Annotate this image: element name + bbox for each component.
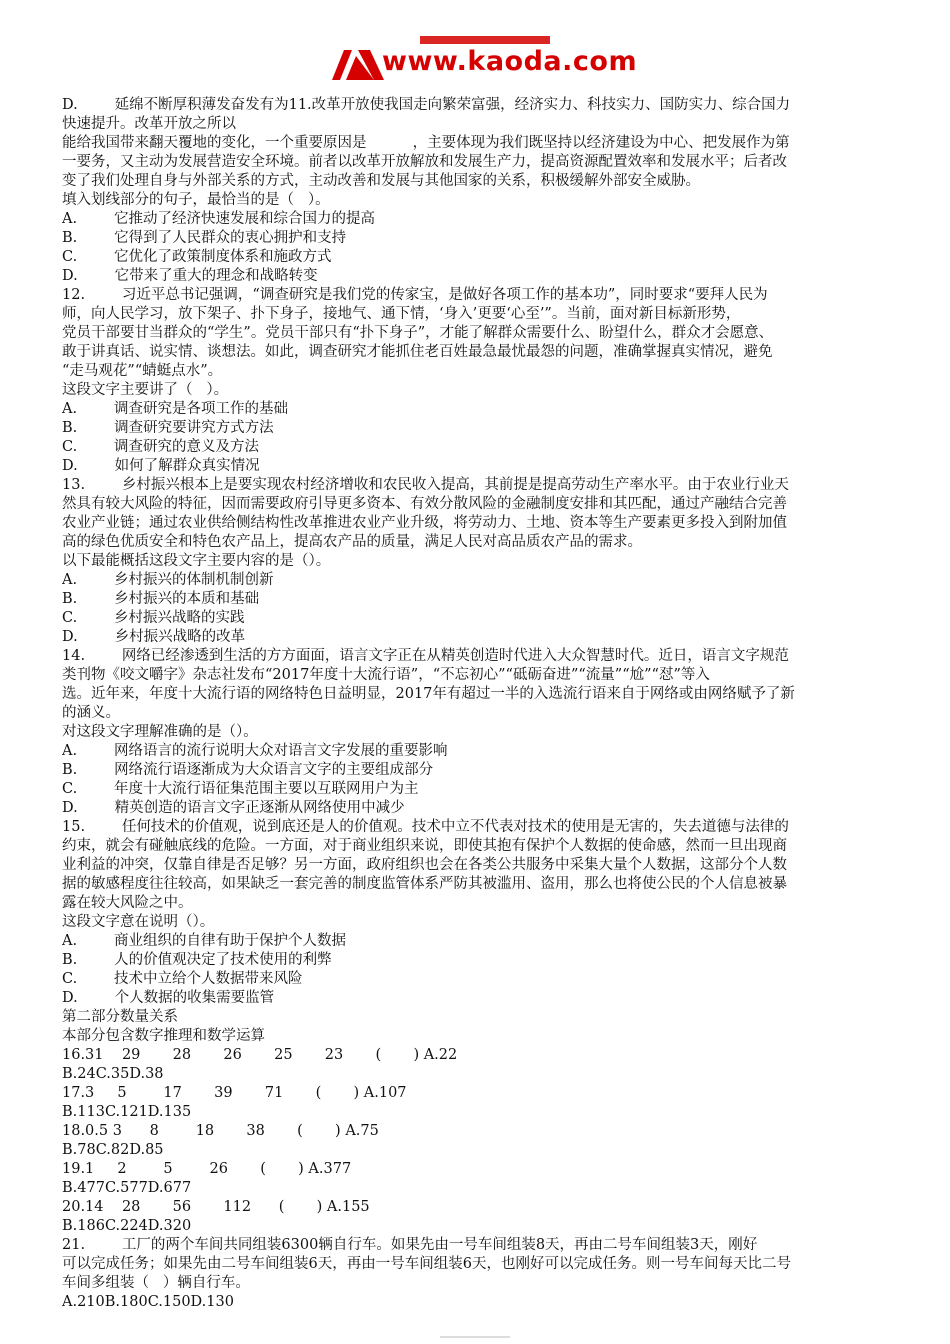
question-prompt: 车间多组装（ ）辆自行车。 bbox=[62, 1275, 250, 1291]
site-url: www.kaoda.com bbox=[382, 46, 638, 77]
option-b: B. 网络流行语逐渐成为大众语言文字的主要组成部分 bbox=[62, 762, 434, 778]
text-line: 21. 工厂的两个车间共同组装6300辆自行车。如果先由一号车间组装8天，再由二号车间组装3天，刚好 bbox=[62, 1237, 758, 1253]
option-b: B. 它得到了人民群众的衷心拥护和支持 bbox=[62, 230, 347, 246]
options-line: B.78C.82D.85 bbox=[62, 1142, 164, 1158]
options-line: B.113C.121D.135 bbox=[62, 1104, 192, 1120]
kaoda-logo-icon bbox=[330, 46, 388, 82]
number-sequence-question: 20.14 28 56 112 ( ) A.155 bbox=[62, 1199, 370, 1215]
logo-bar-decoration bbox=[420, 36, 550, 44]
option-d: D. 如何了解群众真实情况 bbox=[62, 458, 260, 474]
text-line: “走马观花”“蜻蜓点水”。 bbox=[62, 363, 223, 379]
text-line: 选。近年来，年度十大流行语的网络特色日益明显，2017年有超过一半的入选流行语来自于网络或由网络赋予了新 bbox=[62, 686, 795, 702]
question-prompt: 填入划线部分的句子，最恰当的是（ ）。 bbox=[62, 192, 330, 208]
page-footer-divider bbox=[440, 1336, 510, 1338]
option-d: D. 乡村振兴战略的改革 bbox=[62, 629, 246, 645]
text-line: 可以完成任务；如果先由二号车间组装6天，再由一号车间组装6天，也刚好可以完成任务。则一号车间每天比二号 bbox=[62, 1256, 791, 1272]
text-line: 据的敏感程度往往较高，如果缺乏一套完善的制度监管体系严防其被滥用、盗用，那么也将使公民的个人信息被暴 bbox=[62, 876, 787, 892]
section-description: 本部分包含数字推理和数学运算 bbox=[62, 1028, 265, 1044]
number-sequence-question: 17.3 5 17 39 71 ( ) A.107 bbox=[62, 1085, 407, 1101]
question-text bbox=[62, 96, 908, 1312]
text-line: 13. 乡村振兴根本上是要实现农村经济增收和农民收入提高，其前提是提高劳动生产率水平。由于农业行业天 bbox=[62, 477, 789, 493]
number-sequence-question: 19.1 2 5 26 ( ) A.377 bbox=[62, 1161, 352, 1177]
number-sequence-question: 16.31 29 28 26 25 23 ( ) A.22 bbox=[62, 1047, 458, 1063]
text-line: 的涵义。 bbox=[62, 705, 120, 721]
text-line: 敢于讲真话、说实情、谈想法。如此，调查研究才能抓住老百姓最急最忧最怨的问题，准确掌握真实情况，避免 bbox=[62, 344, 773, 360]
option-b: B. 乡村振兴的本质和基础 bbox=[62, 591, 260, 607]
section-heading: 第二部分数量关系 bbox=[62, 1009, 178, 1025]
option-a: A. 乡村振兴的体制机制创新 bbox=[62, 572, 274, 588]
text-line: 约束，就会有碰触底线的危险。一方面，对于商业组织来说，即使其抱有保护个人数据的使命感，然而一旦出现商 bbox=[62, 838, 787, 854]
option-a: A. 商业组织的自律有助于保护个人数据 bbox=[62, 933, 346, 949]
text-line: 变了我们处理自身与外部关系的方式，主动改善和发展与其他国家的关系，积极缓解外部安全威胁。 bbox=[62, 173, 700, 189]
text-line: 农业产业链；通过农业供给侧结构性改革推进农业产业升级，将劳动力、土地、资本等生产要素更多投入到附加值 bbox=[62, 515, 787, 531]
option-c: C. 它优化了政策制度体系和施政方式 bbox=[62, 249, 332, 265]
option-c: C. 调查研究的意义及方法 bbox=[62, 439, 260, 455]
option-d: D. 它带来了重大的理念和战略转变 bbox=[62, 268, 318, 284]
option-c: C. 技术中立给个人数据带来风险 bbox=[62, 971, 303, 987]
question-prompt: 这段文字意在说明（）。 bbox=[62, 914, 215, 930]
question-prompt: 以下最能概括这段文字主要内容的是（）。 bbox=[62, 553, 331, 569]
option-b: B. 人的价值观决定了技术使用的利弊 bbox=[62, 952, 332, 968]
option-c: C. 年度十大流行语征集范围主要以互联网用户为主 bbox=[62, 781, 419, 797]
question-prompt: 对这段文字理解准确的是（）。 bbox=[62, 724, 258, 740]
text-line: 14. 网络已经渗透到生活的方方面面，语言文字正在从精英创造时代进入大众智慧时代。近日，语言文字规范 bbox=[62, 648, 789, 664]
question-prompt: 这段文字主要讲了（ ）。 bbox=[62, 382, 229, 398]
text-line: 12. 习近平总书记强调，“调查研究是我们党的传家宝，是做好各项工作的基本功”，同时要求“要拜人民为 bbox=[62, 287, 768, 303]
number-sequence-question: 18.0.5 3 8 18 38 ( ) A.75 bbox=[62, 1123, 379, 1139]
text-line: 类刊物《咬文嚼字》杂志社发布“2017年度十大流行语”，“不忘初心”“砥砺奋进”“流量”“尬”“怼”等入 bbox=[62, 667, 710, 683]
options-line: B.24C.35D.38 bbox=[62, 1066, 164, 1082]
option-a: A. 调查研究是各项工作的基础 bbox=[62, 401, 288, 417]
text-line: D. 延绵不断厚积薄发奋发有为11.改革开放使我国走向繁荣富强，经济实力、科技实力、国防实力、综合国力 bbox=[62, 97, 791, 113]
option-a: A. 网络语言的流行说明大众对语言文字发展的重要影响 bbox=[62, 743, 448, 759]
option-c: C. 乡村振兴战略的实践 bbox=[62, 610, 245, 626]
text-line: 能给我国带来翻天覆地的变化，一个重要原因是 ，主要体现为我们既坚持以经济建设为中心、把发展作为第 bbox=[62, 135, 790, 151]
text-line: 15. 任何技术的价值观，说到底还是人的价值观。技术中立不代表对技术的使用是无害的，失去道德与法律的 bbox=[62, 819, 789, 835]
text-line: 党员干部要甘当群众的“学生”。党员干部只有“扑下身子”，才能了解群众需要什么、盼望什么，群众才会愿意、 bbox=[62, 325, 774, 341]
option-b: B. 调查研究要讲究方式方法 bbox=[62, 420, 274, 436]
text-line: 露在较大风险之中。 bbox=[62, 895, 193, 911]
option-d: D. 精英创造的语言文字正逐渐从网络使用中减少 bbox=[62, 800, 405, 816]
text-line: 高的绿色优质安全和特色农产品上，提高农产品的质量，满足人民对高品质农产品的需求。 bbox=[62, 534, 642, 550]
text-line: 一要务，又主动为发展营造安全环境。前者以改革开放解放和发展生产力，提高资源配置效率和发展水平；后者改 bbox=[62, 154, 787, 170]
text-line: 业利益的冲突，仅靠自律是否足够？另一方面，政府组织也会在各类公共服务中采集大量个人数据，这部分个人数 bbox=[62, 857, 787, 873]
option-d: D. 个人数据的收集需要监管 bbox=[62, 990, 275, 1006]
options-line: B.186C.224D.320 bbox=[62, 1218, 192, 1234]
options-line: B.477C.577D.677 bbox=[62, 1180, 192, 1196]
options-line: A.210B.180C.150D.130 bbox=[62, 1294, 234, 1310]
text-line: 然具有较大风险的特征，因而需要政府引导更多资本、有效分散风险的金融制度安排和其匹配，通过产融结合完善 bbox=[62, 496, 787, 512]
text-line: 快速提升。改革开放之所以 bbox=[62, 116, 236, 132]
site-logo[interactable] bbox=[330, 44, 660, 84]
option-a: A. 它推动了经济快速发展和综合国力的提高 bbox=[62, 211, 375, 227]
text-line: 师，向人民学习，放下架子、扑下身子，接地气、通下情，‘身入’更要‘心至’”。当前，面对新目标新形势， bbox=[62, 306, 741, 322]
